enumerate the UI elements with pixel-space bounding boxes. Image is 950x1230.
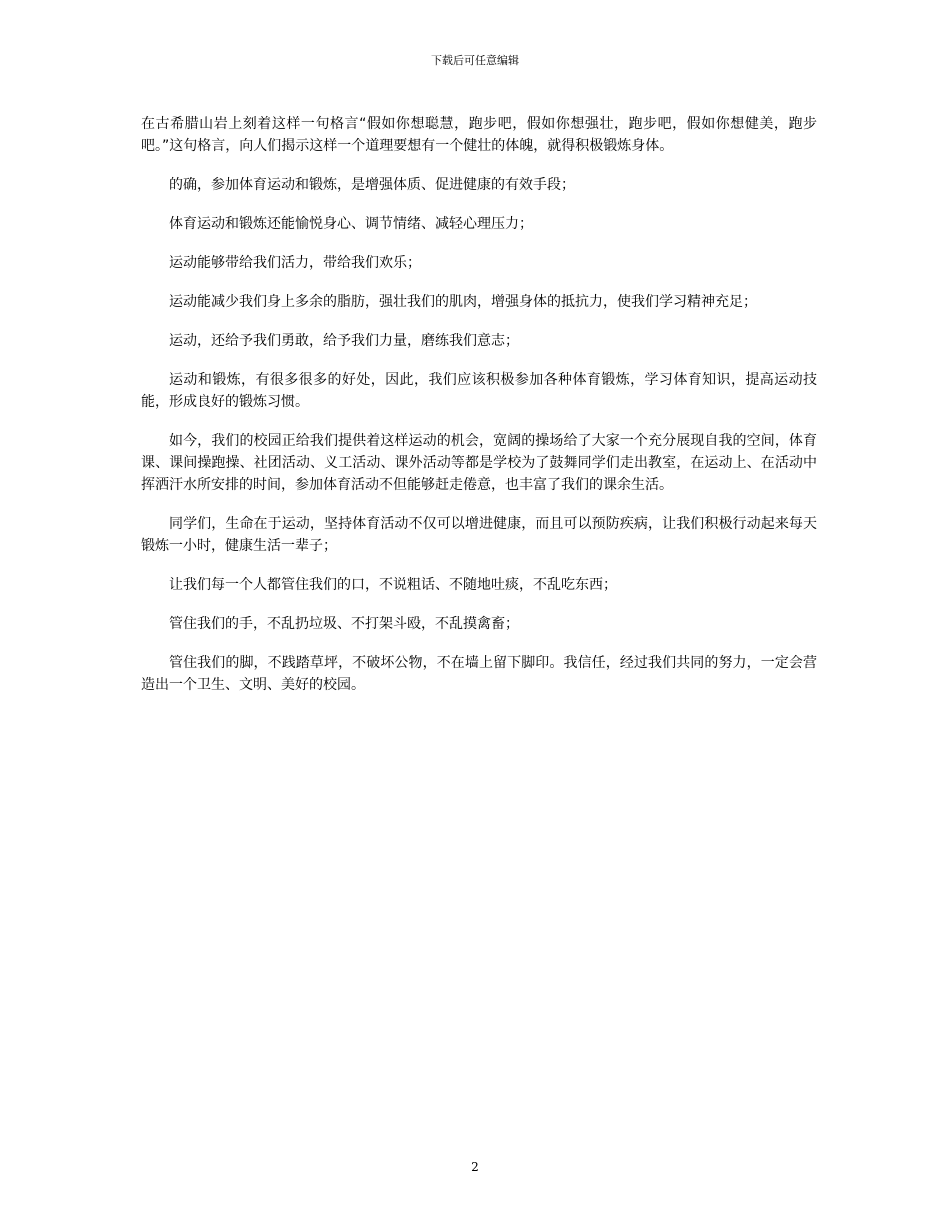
document-body (141, 113, 817, 713)
paragraph: 的确，参加体育运动和锻炼，是增强体质、促进健康的有效手段； (169, 177, 575, 193)
paragraph: 运动能减少我们身上多余的脂肪，强壮我们的肌肉，增强身体的抵抗力，使我们学习精神充足； (169, 294, 757, 310)
page-number: 2 (471, 1160, 479, 1174)
paragraph: 管住我们的脚，不践踏草坪，不破坏公物，不在墙上留下脚印。我信任，经过我们共同的努力，一定会营造出一个卫生、文明、美好的校园。 (141, 655, 817, 693)
paragraph: 如今，我们的校园正给我们提供着这样运动的机会，宽阔的操场给了大家一个充分展现自我的空间，体育课、课间操跑操、社团活动、义工活动、课外活动等都是学校为了鼓舞同学们走出教室，在运动上、在活动中挥洒汗水所安排的时间，参加体育活动不但能够赶走倦意，也丰富了我们的课余生活。 (141, 433, 817, 493)
paragraph: 体育运动和锻炼还能愉悦身心、调节情绪、减轻心理压力； (169, 216, 533, 232)
paragraph: 同学们，生命在于运动，坚持体育活动不仅可以增进健康，而且可以预防疾病，让我们积极行动起来每天锻炼一小时，健康生活一辈子； (141, 516, 817, 554)
paragraph: 运动和锻炼，有很多很多的好处，因此，我们应该积极参加各种体育锻炼，学习体育知识，提高运动技能，形成良好的锻炼习惯。 (141, 372, 817, 410)
paragraph: 让我们每一个人都管住我们的口，不说粗话、不随地吐痰，不乱吃东西； (169, 577, 617, 593)
paragraph: 运动能够带给我们活力，带给我们欢乐； (169, 255, 421, 271)
paragraph: 运动，还给予我们勇敢，给予我们力量，磨练我们意志； (169, 333, 519, 349)
paragraph: 在古希腊山岩上刻着这样一句格言“假如你想聪慧，跑步吧，假如你想强壮，跑步吧，假如你想健美，跑步吧。”这句格言，向人们揭示这样一个道理要想有一个健壮的体魄，就得积极锻炼身体。 (141, 116, 817, 154)
paragraph: 管住我们的手，不乱扔垃圾、不打架斗殴，不乱摸禽畜； (169, 616, 519, 632)
page-header: 下载后可任意编辑 (431, 54, 519, 67)
